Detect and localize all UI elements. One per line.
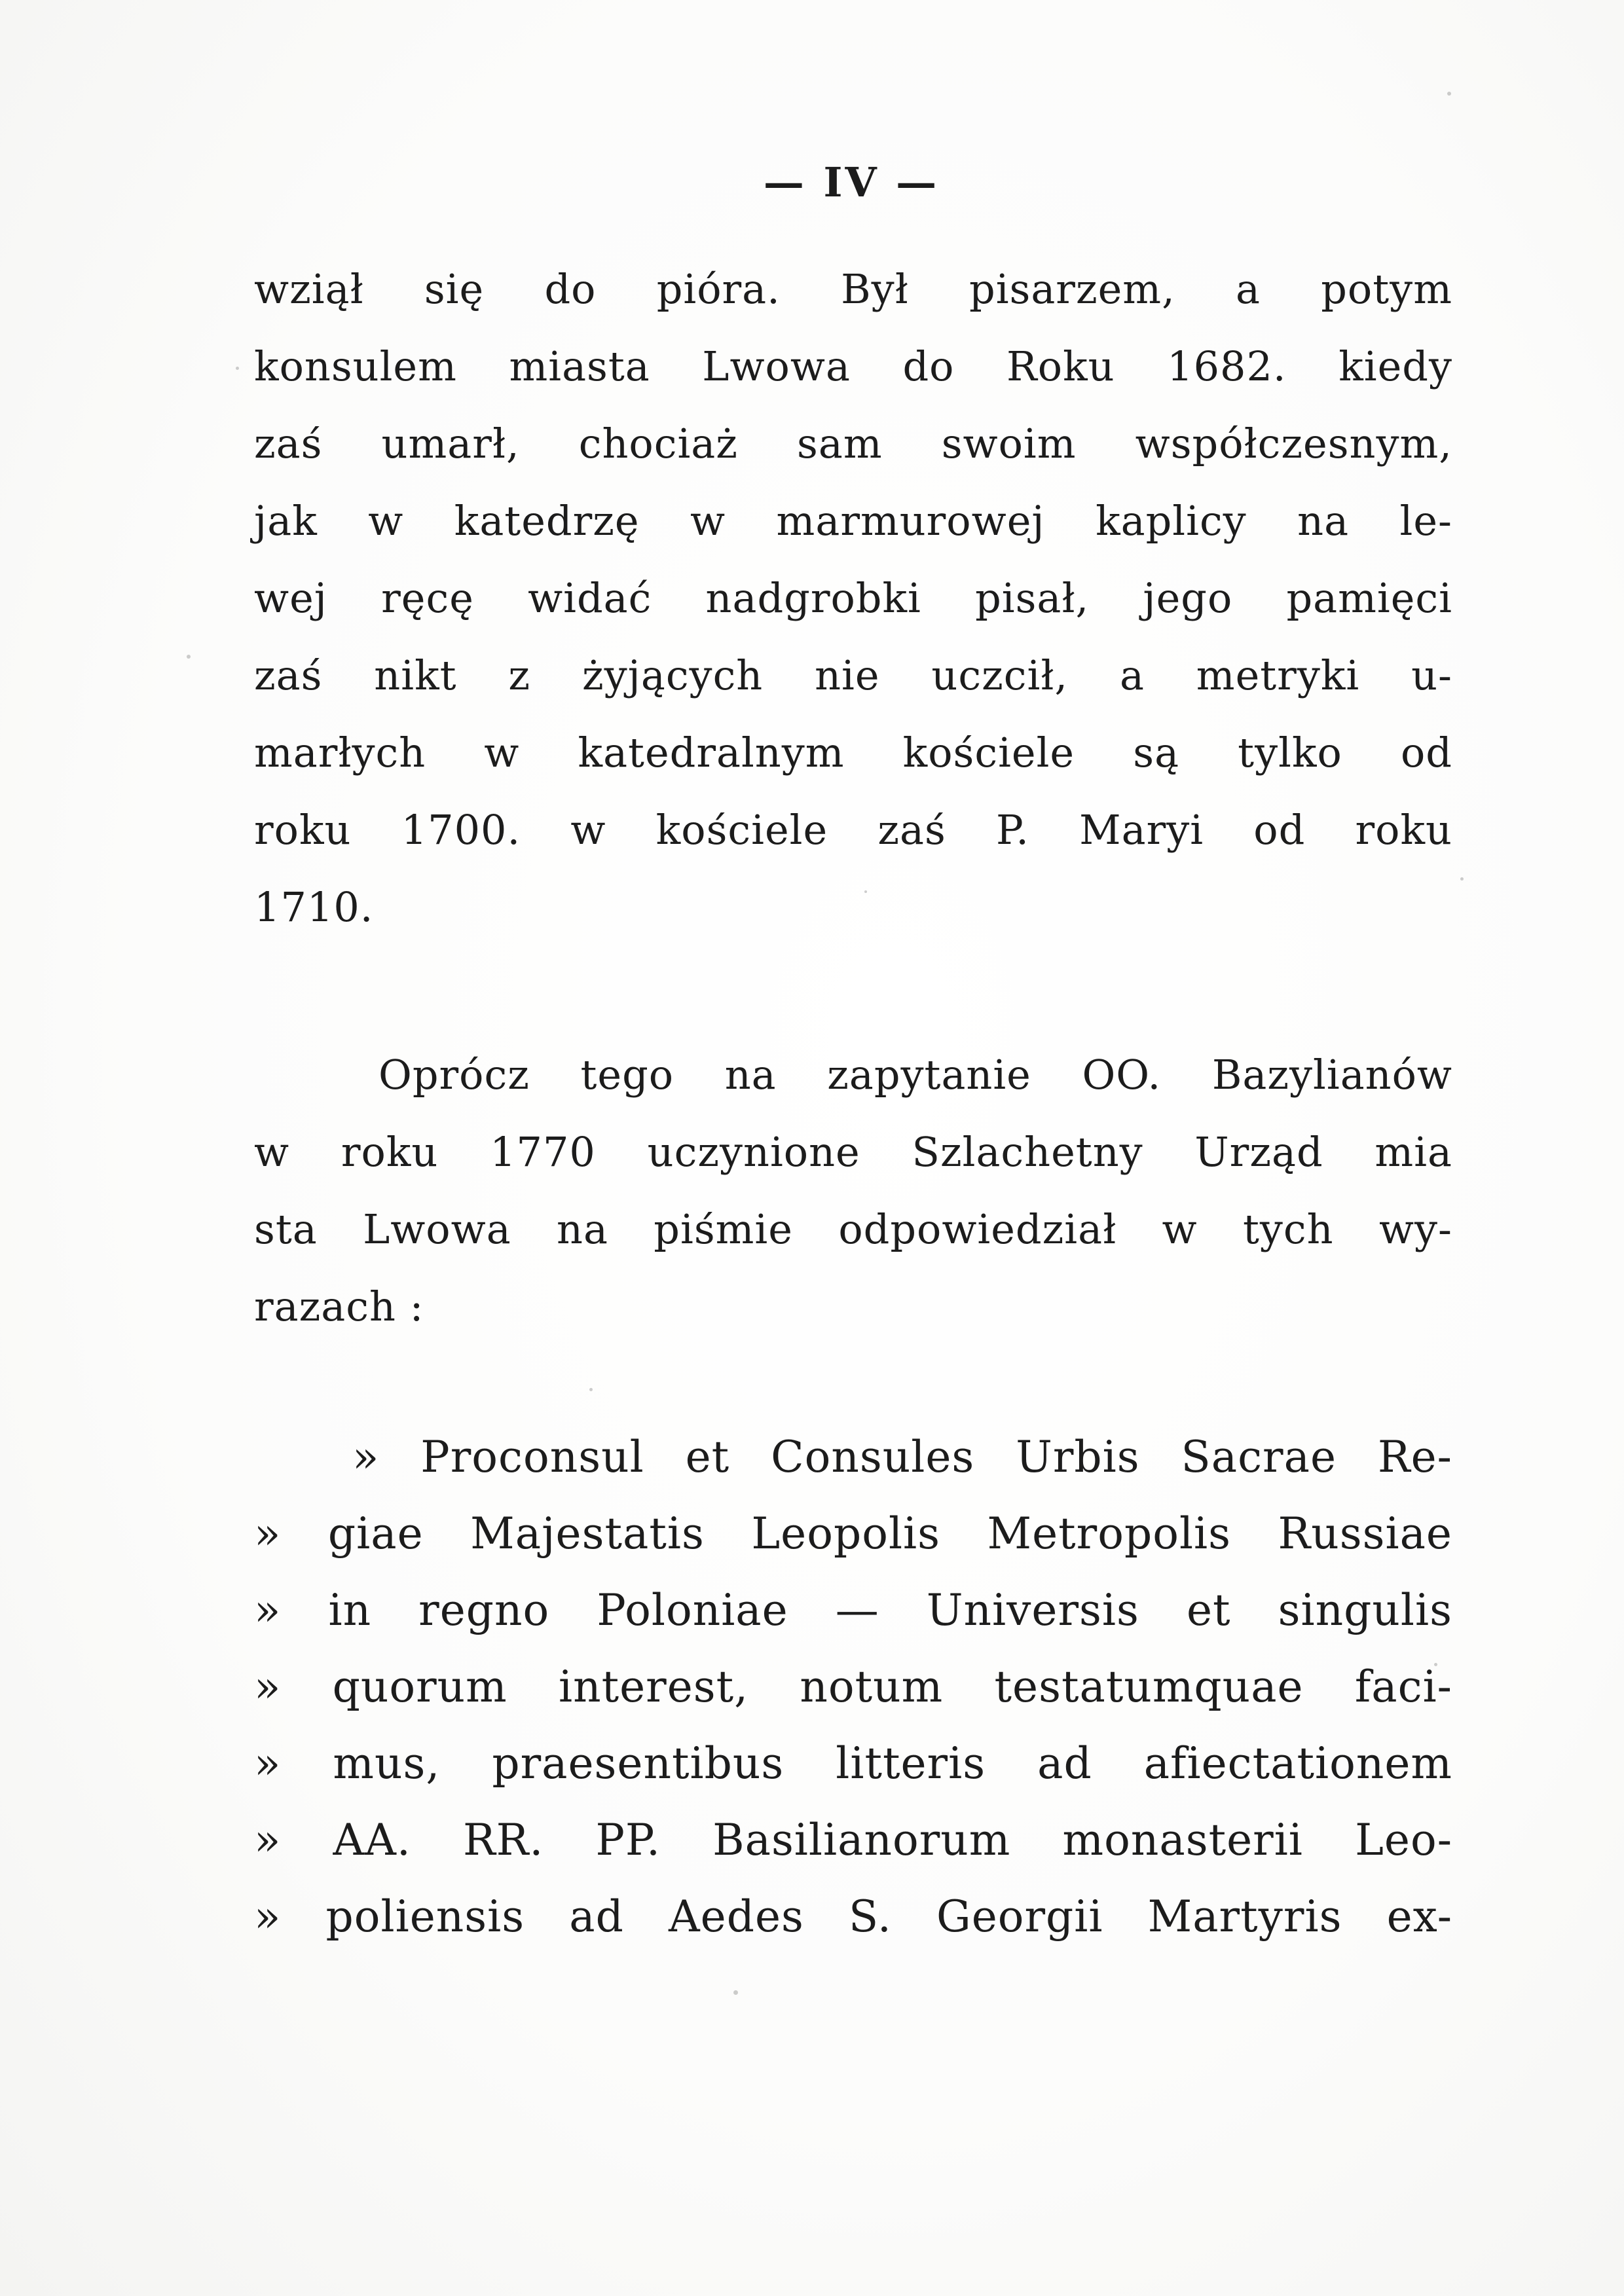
text-line: sta Lwowa na piśmie odpowiedział w tych wy-	[254, 1205, 1452, 1253]
text-line: wziął się do pióra. Był pisarzem, a potym	[254, 265, 1452, 313]
text-line: 1710.	[254, 883, 374, 931]
print-speck	[1447, 92, 1451, 96]
quote-line: » Proconsul et Consules Urbis Sacrae Re-	[352, 1432, 1452, 1482]
text-line: jak w katedrzę w marmurowej kaplicy na le-	[254, 497, 1452, 545]
print-speck	[187, 655, 191, 659]
print-speck	[733, 1990, 738, 1995]
latin-quote	[254, 1419, 1452, 1955]
text-line: razach :	[254, 1283, 424, 1330]
text-line: wej ręcę widać nadgrobki pisał, jego pamięci	[254, 574, 1452, 622]
quote-line: » giae Majestatis Leopolis Metropolis Russiae	[254, 1508, 1452, 1559]
paragraph-2	[254, 1036, 1452, 1345]
quote-line: » quorum interest, notum testatumquae faci-	[254, 1662, 1452, 1712]
print-speck	[589, 1388, 593, 1391]
text-line: marłych w katedralnym kościele są tylko od	[254, 729, 1452, 776]
quote-line: » poliensis ad Aedes S. Georgii Martyris ex-	[254, 1891, 1452, 1942]
text-line: konsulem miasta Lwowa do Roku 1682. kiedy	[254, 342, 1452, 390]
print-speck	[236, 367, 239, 370]
quote-line: » in regno Poloniae — Universis et singulis	[254, 1585, 1452, 1635]
text-line: zaś nikt z żyjących nie uczcił, a metryki u-	[254, 651, 1452, 699]
print-speck	[1460, 877, 1464, 881]
text-line: roku 1700. w kościele zaś P. Maryi od roku	[254, 806, 1452, 854]
quote-line: » mus, praesentibus litteris ad afiectationem	[254, 1738, 1452, 1789]
page-number-header: — IV —	[763, 158, 940, 206]
text-line: w roku 1770 uczynione Szlachetny Urząd mia	[254, 1128, 1452, 1176]
paragraph-1	[254, 251, 1452, 946]
text-line: Oprócz tego na zapytanie OO. Bazylianów	[378, 1051, 1452, 1099]
text-line: zaś umarł, chociaż sam swoim współczesnym,	[254, 420, 1452, 467]
quote-line: » AA. RR. PP. Basilianorum monasterii Leo-	[254, 1815, 1452, 1865]
